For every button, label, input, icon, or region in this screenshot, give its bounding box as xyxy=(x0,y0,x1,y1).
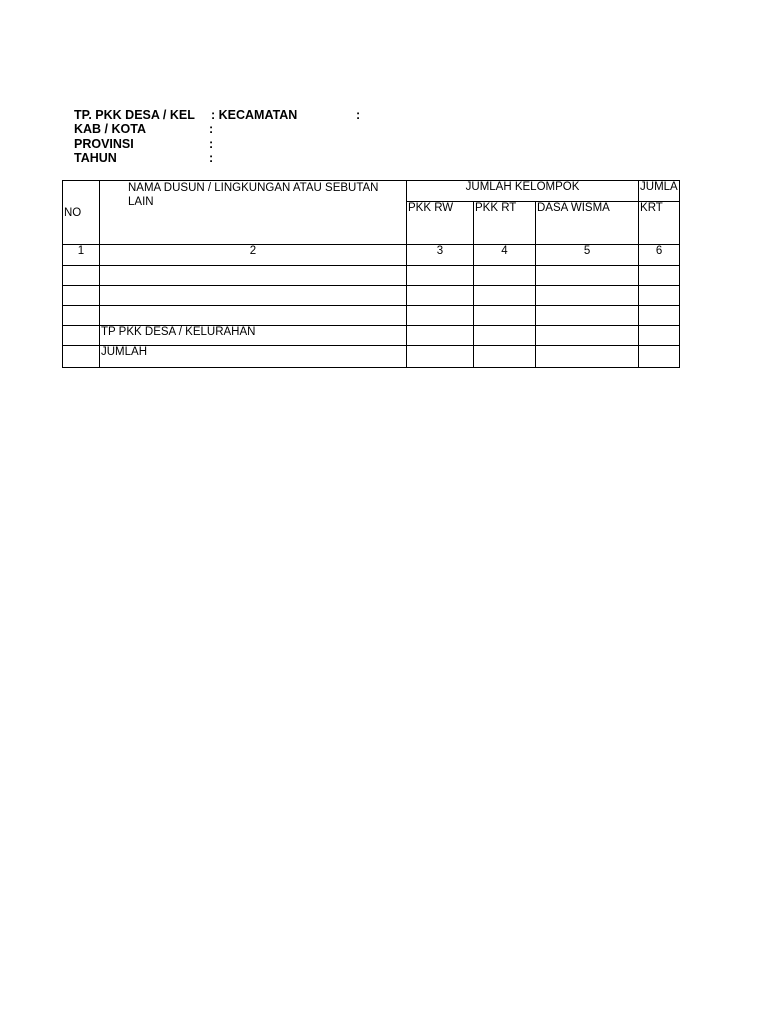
form-table xyxy=(62,180,680,368)
column-number: 4 xyxy=(474,245,536,266)
row-label-jumlah: JUMLAH xyxy=(100,346,407,368)
empty-cell[interactable] xyxy=(407,266,474,286)
empty-cell[interactable] xyxy=(63,326,100,346)
column-number: 1 xyxy=(63,245,100,266)
table-row-tp-pkk xyxy=(63,326,680,346)
empty-cell[interactable] xyxy=(63,306,100,326)
empty-cell[interactable] xyxy=(536,286,639,306)
header-pkk-rt: PKK RT xyxy=(474,202,536,245)
empty-cell[interactable] xyxy=(100,286,407,306)
empty-cell[interactable] xyxy=(407,326,474,346)
empty-cell[interactable] xyxy=(63,346,100,368)
provinsi-colon: : xyxy=(209,137,214,151)
empty-cell[interactable] xyxy=(63,286,100,306)
empty-cell[interactable] xyxy=(474,286,536,306)
empty-cell[interactable] xyxy=(100,266,407,286)
header-pkk-rw: PKK RW xyxy=(407,202,474,245)
empty-cell[interactable] xyxy=(474,346,536,368)
empty-cell[interactable] xyxy=(536,326,639,346)
kab-kota-label: KAB / KOTA xyxy=(74,122,146,136)
empty-cell[interactable] xyxy=(474,266,536,286)
header-dasa-wisma: DASA WISMA xyxy=(536,202,639,245)
empty-cell[interactable] xyxy=(639,266,680,286)
empty-cell[interactable] xyxy=(536,266,639,286)
empty-cell[interactable] xyxy=(474,326,536,346)
table-row xyxy=(63,306,680,326)
table-row-jumlah xyxy=(63,346,680,368)
empty-cell[interactable] xyxy=(63,266,100,286)
header-krt: KRT xyxy=(639,202,680,245)
empty-cell[interactable] xyxy=(536,346,639,368)
tahun-colon: : xyxy=(209,151,214,165)
tahun-label: TAHUN xyxy=(74,151,117,165)
empty-cell[interactable] xyxy=(407,286,474,306)
row-label-tp-pkk: TP PKK DESA / KELURAHAN xyxy=(100,326,407,346)
empty-cell[interactable] xyxy=(407,306,474,326)
empty-cell[interactable] xyxy=(639,346,680,368)
desa-label: TP. PKK DESA / KEL xyxy=(74,108,195,122)
kab-kota-colon: : xyxy=(209,122,214,136)
empty-cell[interactable] xyxy=(536,306,639,326)
header-nama-dusun: NAMA DUSUN / LINGKUNGAN ATAU SEBUTAN LAIN xyxy=(100,181,407,245)
empty-cell[interactable] xyxy=(639,306,680,326)
header-jumlah-kelompok: JUMLAH KELOMPOK xyxy=(407,181,639,202)
empty-cell[interactable] xyxy=(639,286,680,306)
table-row xyxy=(63,266,680,286)
empty-cell[interactable] xyxy=(474,306,536,326)
table-row xyxy=(63,286,680,306)
kecamatan-label: : KECAMATAN xyxy=(211,108,298,122)
kecamatan-colon: : xyxy=(356,108,361,122)
column-number: 5 xyxy=(536,245,639,266)
column-number: 6 xyxy=(639,245,680,266)
empty-cell[interactable] xyxy=(407,346,474,368)
provinsi-label: PROVINSI xyxy=(74,137,134,151)
empty-cell[interactable] xyxy=(639,326,680,346)
column-number: 3 xyxy=(407,245,474,266)
empty-cell[interactable] xyxy=(100,306,407,326)
column-number: 2 xyxy=(100,245,407,266)
header-no: NO xyxy=(63,181,100,245)
header-jumla: JUMLA xyxy=(639,181,680,202)
